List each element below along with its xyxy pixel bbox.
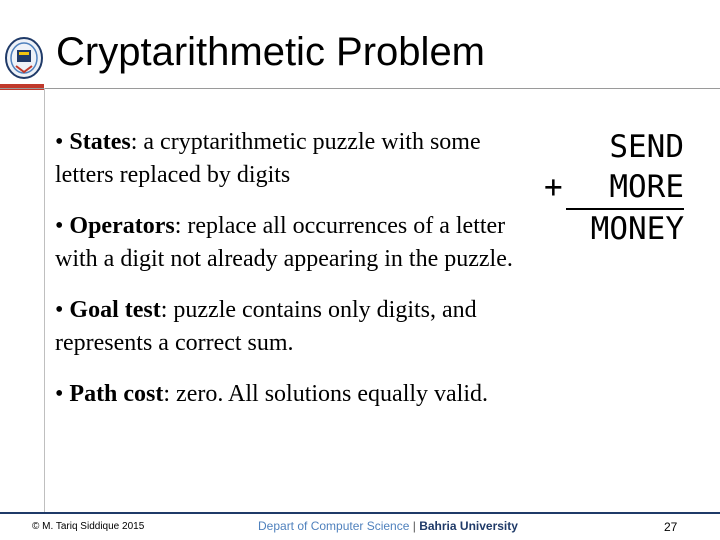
bullet-item-goal-test xyxy=(55,294,525,360)
footer-separator: | xyxy=(412,519,416,533)
bullet-symbol: • xyxy=(55,129,64,155)
bullet-term: Operators xyxy=(69,213,175,239)
slide-title: Cryptarithmetic Problem xyxy=(56,30,486,74)
bullet-text: : zero. All solutions equally valid. xyxy=(163,381,489,407)
bullet-text: : replace all occurrences of a letter with a digit not already appearing in the puzzle. xyxy=(55,213,513,272)
bullet-term: States xyxy=(69,129,131,155)
puzzle-plus-sign: + xyxy=(544,169,563,205)
bullet-term: Goal test xyxy=(69,297,161,323)
footer-department-name: Depart of Computer Science xyxy=(258,519,410,533)
cryptarithm-puzzle xyxy=(540,128,690,248)
bullet-symbol: • xyxy=(55,213,64,239)
footer-divider xyxy=(0,512,720,514)
bullet-symbol: • xyxy=(55,297,64,323)
bullet-symbol: • xyxy=(55,381,64,407)
bullet-item-operators xyxy=(55,210,525,276)
puzzle-operand-1: SEND xyxy=(609,129,684,165)
title-divider xyxy=(0,88,720,89)
page-number: 27 xyxy=(664,520,678,534)
footer-copyright: © M. Tariq Siddique 2015 xyxy=(32,521,145,532)
side-divider xyxy=(44,88,45,512)
footer-university: Bahria University xyxy=(419,519,518,533)
bullet-list xyxy=(55,126,525,429)
bullet-text: : puzzle contains only digits, and represents a correct sum. xyxy=(55,297,477,356)
title-accent-bar xyxy=(0,84,44,90)
bullet-item-states xyxy=(55,126,525,192)
university-logo-icon xyxy=(4,36,44,80)
bullet-text: : a cryptarithmetic puzzle with some letters replaced by digits xyxy=(55,129,481,188)
puzzle-operand-2: MORE xyxy=(609,169,684,205)
puzzle-result: MONEY xyxy=(590,211,684,247)
bullet-item-path-cost xyxy=(55,378,525,411)
bullet-term: Path cost xyxy=(69,381,164,407)
footer-department xyxy=(258,519,518,533)
